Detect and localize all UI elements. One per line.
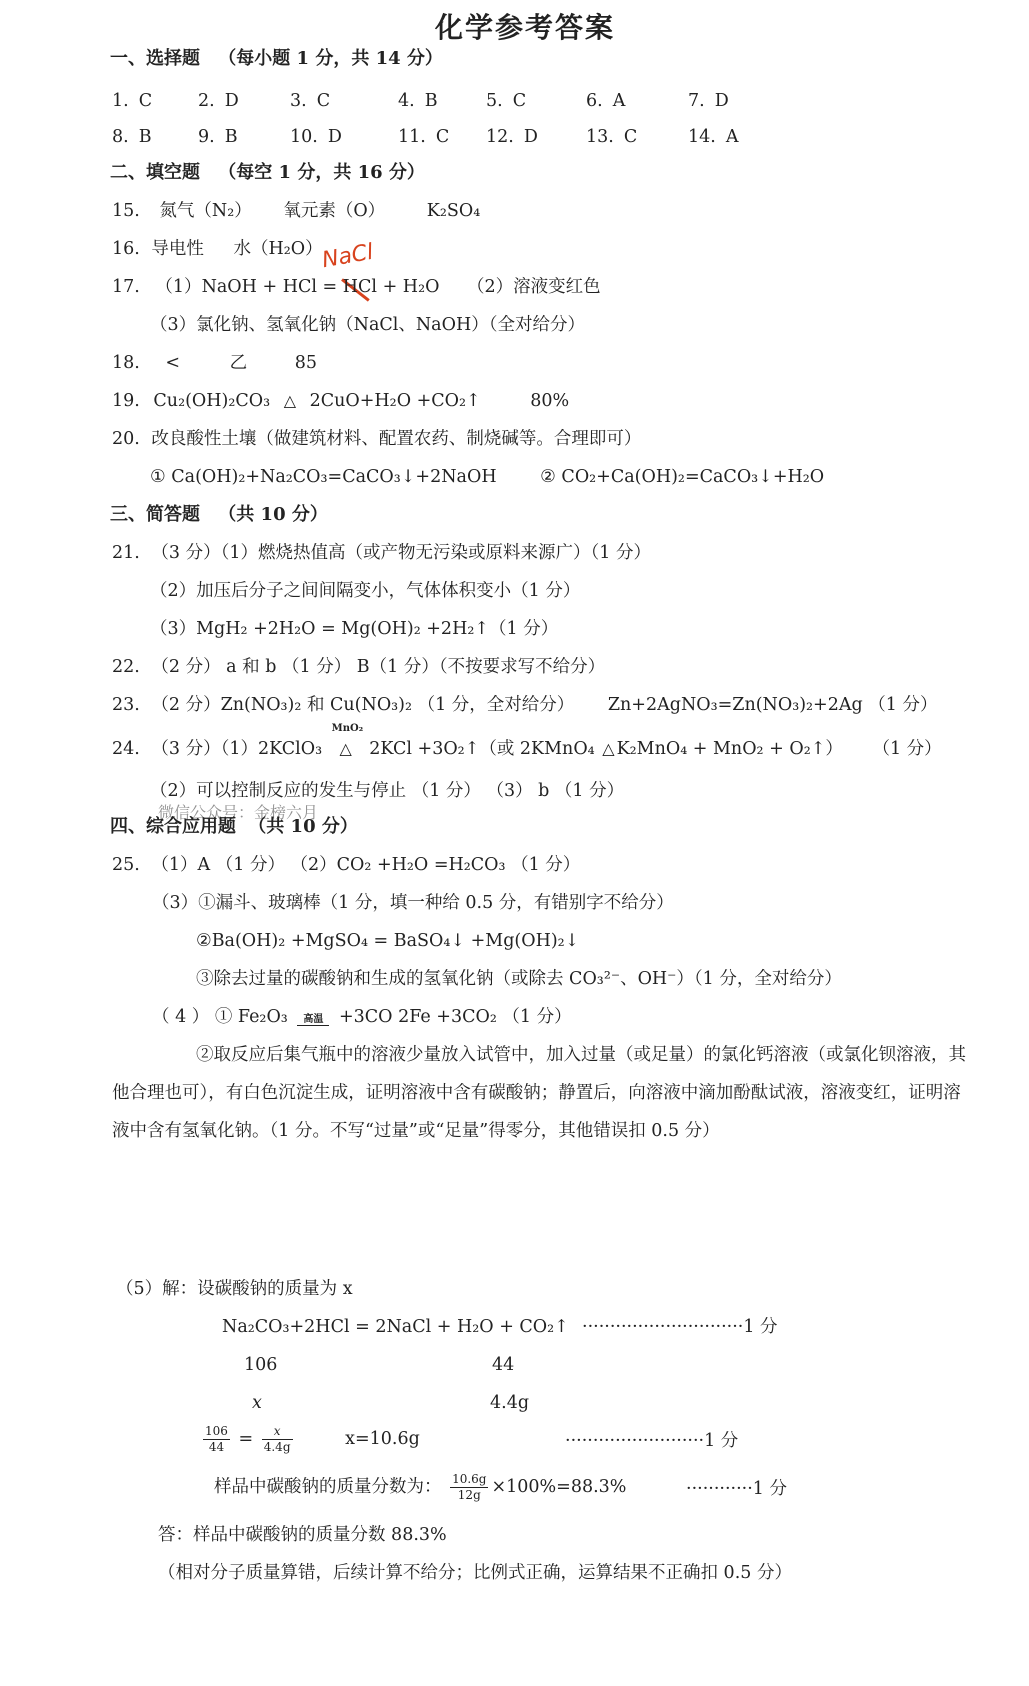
choice-number: 11.	[398, 127, 426, 147]
q25-part3-2: ②Ba(OH)₂ +MgSO₄ = BaSO₄↓ +Mg(OH)₂↓	[196, 931, 580, 951]
q19-percentage: 80%	[530, 391, 570, 411]
q25-number: 25.	[112, 855, 140, 875]
choice-item	[486, 124, 538, 150]
q20-answer: 改良酸性土壤（做建筑材料、配置农药、制烧碱等。合理即可）	[151, 429, 642, 449]
q15-number: 15.	[112, 201, 140, 221]
choice-answer: D	[714, 91, 729, 111]
q19-line	[112, 388, 569, 414]
section-1-heading	[110, 46, 443, 72]
q24-score: （1 分）	[872, 739, 942, 759]
q15-answer-c: K₂SO₄	[426, 201, 481, 221]
q17-equation-start: NaOH + HCl = H	[201, 277, 359, 297]
q24-line-2: （2）可以控制反应的发生与停止 （1 分） （3） b （1 分）	[150, 781, 625, 801]
q17-line-1	[112, 274, 601, 300]
fraction-3	[450, 1472, 488, 1503]
q21-line-1	[112, 540, 651, 566]
choice-item	[688, 88, 729, 114]
q23-answer-b: Zn+2AgNO₃=Zn(NO₃)₂+2Ag （1 分）	[607, 695, 938, 715]
choice-answer: C	[623, 127, 638, 147]
q22-number: 22.	[112, 657, 140, 677]
q21-part1: （3 分）（1）燃烧热值高（或产物无污染或原料来源广）（1 分）	[151, 543, 651, 563]
q21-part3: （3）MgH₂ +2H₂O = Mg(OH)₂ +2H₂↑（1 分）	[150, 619, 559, 639]
q25-equation-end: +3CO 2Fe +3CO₂ （1 分）	[338, 1007, 572, 1027]
choice-item	[198, 88, 239, 114]
choice-answer: A	[612, 91, 626, 111]
q18-answer-b: 乙	[229, 353, 248, 373]
q24-equation-end: K₂MnO₄ + MnO₂ + O₂↑）	[616, 739, 843, 759]
q18-number: 18.	[112, 353, 140, 373]
choice-item	[586, 124, 637, 150]
q16-answer-a: 导电性	[151, 239, 204, 259]
q25-line-1	[112, 852, 580, 878]
choice-number: 7.	[688, 91, 705, 111]
q23-answer-a: （2 分）Zn(NO₃)₂ 和 Cu(NO₃)₂ （1 分，全对给分）	[151, 695, 575, 715]
q20-line-1	[112, 426, 641, 452]
mass-fraction-result: ×100%=88.3%	[491, 1477, 627, 1497]
fraction-1-numerator: 106	[205, 1424, 228, 1438]
fraction-1-denominator: 44	[208, 1440, 225, 1454]
q19-reactant: Cu₂(OH)₂CO₃	[153, 391, 271, 411]
choice-number: 6.	[586, 91, 603, 111]
q23-number: 23.	[112, 695, 140, 715]
q18-answer-c: 85	[294, 353, 318, 373]
q15-line	[112, 198, 480, 224]
choice-item	[486, 88, 526, 114]
reaction-arrow	[297, 1025, 329, 1030]
section-3-heading	[110, 502, 328, 528]
q20-equation-1: ① Ca(OH)₂+Na₂CO₃=CaCO₃↓+2NaOH	[150, 467, 497, 487]
choice-answer: D	[224, 91, 239, 111]
high-temp-condition	[297, 1015, 329, 1030]
section-3-note: （共 10 分）	[218, 504, 328, 525]
choice-number: 3.	[290, 91, 307, 111]
watermark: 微信公众号：金榜六月	[158, 803, 319, 822]
heat-condition-icon: △	[602, 739, 615, 758]
q20-line-2	[150, 464, 824, 490]
q15-answer-b: 氧元素（O）	[283, 201, 386, 221]
choice-answer: D	[523, 127, 538, 147]
choice-answer: C	[512, 91, 527, 111]
q17-part3: （3）氯化钠、氢氧化钠（NaCl、NaOH）（全对给分）	[150, 315, 585, 335]
q16-number: 16.	[112, 239, 140, 259]
q23-line	[112, 692, 937, 718]
section-2-note: （每空 1 分，共 16 分）	[218, 162, 425, 183]
q25-part3-1: （3）①漏斗、玻璃棒（1 分，填一种给 0.5 分，有错别字不给分）	[152, 893, 674, 913]
page-title: 化学参考答案	[434, 11, 615, 44]
choice-answer: A	[725, 127, 739, 147]
q16-answer-b: 水（H₂O）	[233, 239, 323, 259]
q25-part4-1	[152, 1004, 572, 1030]
section-2-heading	[110, 160, 425, 186]
choice-item	[290, 88, 330, 114]
proportion-line	[200, 1422, 420, 1456]
q15-answer-a: 氮气（N₂）	[159, 201, 252, 221]
fraction-3-numerator: 10.6g	[452, 1472, 487, 1486]
choice-item	[688, 124, 738, 150]
final-answer: 答：样品中碳酸钠的质量分数 88.3%	[158, 1525, 447, 1545]
choice-number: 4.	[398, 91, 415, 111]
choice-number: 1.	[112, 91, 129, 111]
section-2-title: 二、填空题	[110, 162, 200, 183]
q22-line	[112, 654, 605, 680]
section-4-heading	[110, 814, 358, 840]
section-1-note: （每小题 1 分，共 14 分）	[218, 48, 443, 69]
choice-item	[112, 88, 152, 114]
fraction-2	[262, 1424, 293, 1455]
high-temp-label: 高温	[303, 1014, 324, 1025]
molar-mass-1: 106	[244, 1355, 278, 1375]
choice-item	[198, 124, 238, 150]
q17-number: 17.	[112, 277, 140, 297]
section-3-title: 三、简答题	[110, 504, 200, 525]
q17-equation-end: + H₂O	[377, 277, 440, 297]
choice-item	[398, 88, 438, 114]
q20-equation-2: ② CO₂+Ca(OH)₂=CaCO₃↓+H₂O	[540, 467, 825, 487]
heat-condition-icon: △	[339, 739, 352, 758]
choice-answer: C	[316, 91, 331, 111]
q20-number: 20.	[112, 429, 140, 449]
catalyst-label: MnO₂	[331, 723, 364, 734]
heat-condition-icon: △	[283, 391, 297, 410]
q22-answer: （2 分） a 和 b （1 分） B（1 分）（不按要求写不给分）	[151, 657, 606, 677]
choice-item	[586, 88, 625, 114]
q18-line	[112, 350, 317, 376]
choice-answer: B	[138, 127, 152, 147]
choice-answer: C	[435, 127, 450, 147]
mass-fraction-label: 样品中碳酸钠的质量分数为：	[214, 1477, 442, 1497]
choice-number: 14.	[688, 127, 716, 147]
section-4-title: 四、综合应用题	[110, 816, 236, 837]
q25-equation-start: （ 4 ） ① Fe₂O₃	[152, 1007, 288, 1027]
calc-score-2: ·························1 分	[565, 1431, 739, 1451]
choice-item	[290, 124, 342, 150]
q18-answer-a: <	[165, 353, 181, 373]
choice-item	[398, 124, 449, 150]
fraction-2-denominator: 4.4g	[263, 1440, 291, 1454]
co2-mass: 4.4g	[490, 1393, 530, 1413]
calc-score-3: ············1 分	[686, 1479, 787, 1499]
q17-part2: （2）溶液变红色	[467, 277, 601, 297]
choice-number: 2.	[198, 91, 215, 111]
choice-number: 13.	[586, 127, 614, 147]
choice-number: 12.	[486, 127, 514, 147]
q25-5-intro: （5）解：设碳酸钠的质量为 x	[116, 1279, 353, 1299]
choice-answer: C	[138, 91, 153, 111]
q21-part2: （2）加压后分子之间间隔变小，气体体积变小（1 分）	[150, 581, 581, 601]
choice-number: 5.	[486, 91, 503, 111]
q19-products: 2CuO+H₂O +CO₂↑	[309, 391, 481, 411]
choice-answer: B	[224, 127, 238, 147]
q24-number: 24.	[112, 739, 140, 759]
q16-line	[112, 236, 323, 262]
molar-mass-2: 44	[492, 1355, 515, 1375]
unknown-x: x	[252, 1393, 262, 1413]
q21-number: 21.	[112, 543, 140, 563]
q24-equation-start: （3 分）（1）2KClO₃	[151, 739, 323, 759]
q19-number: 19.	[112, 391, 140, 411]
handwritten-correction: NaCl	[320, 239, 376, 274]
grading-note: （相对分子质量算错，后续计算不给分；比例式正确，运算结果不正确扣 0.5 分）	[158, 1563, 792, 1583]
q17-part1-label: （1）	[155, 277, 202, 297]
equals-sign: =	[238, 1429, 254, 1449]
choice-number: 9.	[198, 127, 215, 147]
q25-part3-3: ③除去过量的碳酸钠和生成的氢氧化钠（或除去 CO₃²⁻、OH⁻）（1 分，全对给分）	[196, 969, 842, 989]
calc-score-1: ·····························1 分	[582, 1317, 778, 1337]
fraction-3-denominator: 12g	[457, 1488, 481, 1502]
section-1-title: 一、选择题	[110, 48, 200, 69]
catalyst-condition	[331, 723, 364, 762]
fraction-2-numerator: x	[262, 1424, 293, 1440]
choice-answer: B	[424, 91, 438, 111]
choice-number: 8.	[112, 127, 129, 147]
q25-part4-2: ②取反应后集气瓶中的溶液少量放入试管中，加入过量（或足量）的氯化钙溶液（或氯化钡溶液，其他合理也可），有白色沉淀生成，证明溶液中含有碳酸钠；静置后，向溶液中滴加酚酞试液，溶液变红，证明溶液中含有氢氧化钠。（1 分。不写“过量”或“足量”得零分，其他错误扣 0.5 分）	[112, 1045, 966, 1141]
fraction-1	[203, 1424, 230, 1455]
choice-item	[112, 124, 152, 150]
q24-equation-mid: 2KCl +3O₂↑（或 2KMnO₄	[369, 739, 595, 759]
section-4-note: （共 10 分）	[248, 816, 358, 837]
q25-part1-2: （1）A （1 分） （2）CO₂ +H₂O =H₂CO₃ （1 分）	[151, 855, 581, 875]
calc-equation: Na₂CO₃+2HCl = 2NaCl + H₂O + CO₂↑	[222, 1317, 569, 1337]
q17-equation-struck: Cl	[358, 277, 378, 297]
choice-number: 10.	[290, 127, 318, 147]
mass-fraction-line	[214, 1470, 626, 1504]
result-x: x=10.6g	[345, 1429, 420, 1449]
choice-answer: D	[327, 127, 342, 147]
q24-line-1	[112, 723, 942, 762]
